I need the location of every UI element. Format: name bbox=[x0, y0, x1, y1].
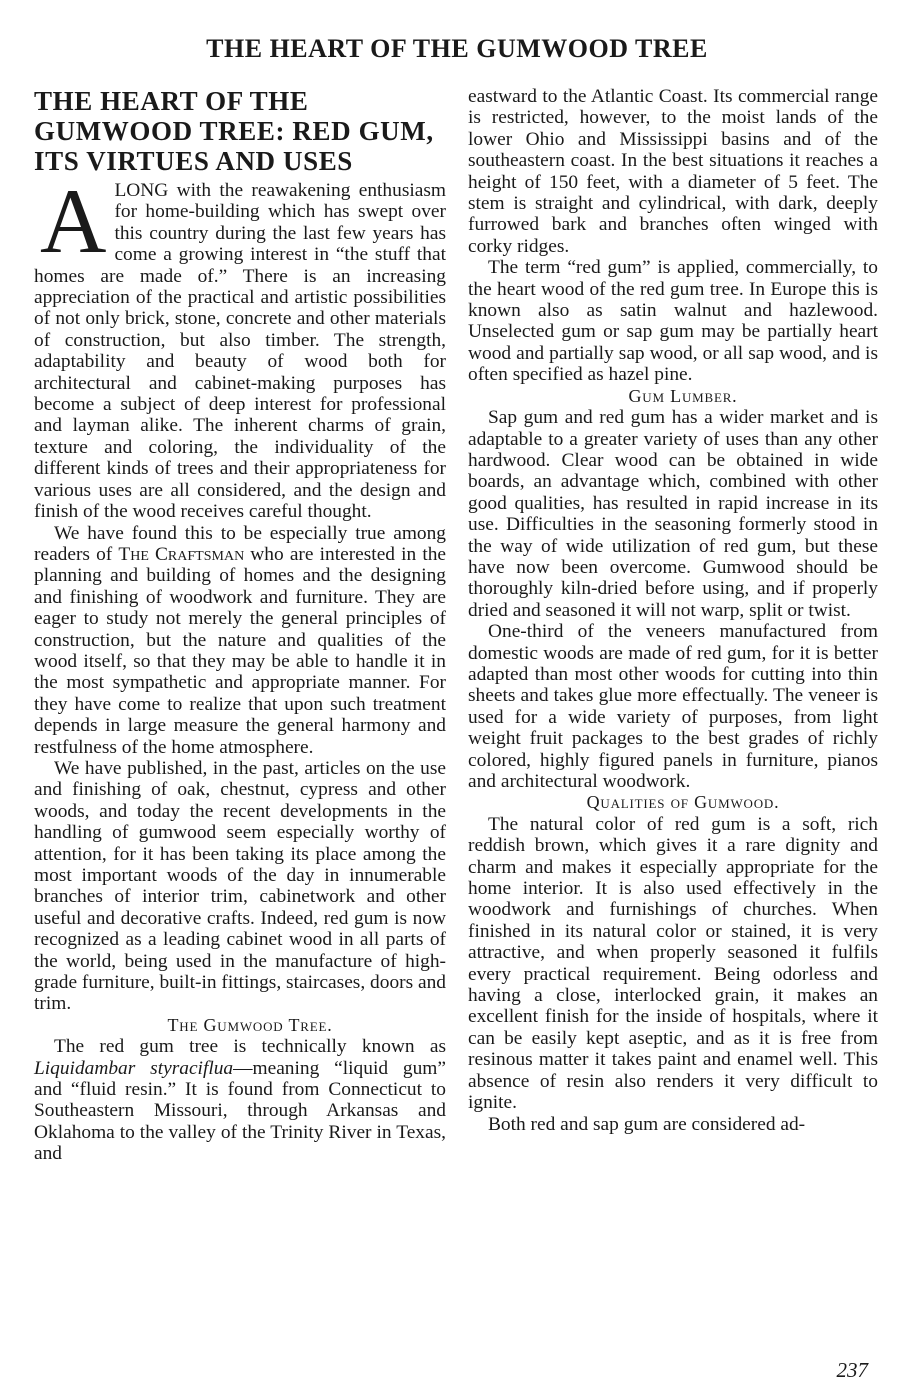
paragraph-text: We have found this to be especially true among readers of bbox=[34, 522, 446, 565]
paragraph bbox=[34, 1036, 446, 1164]
paragraph: One-third of the veneers manufactured from domestic woods are made of red gum, for it is better adapted than most other woods for cutting into thin sheets and takes glue more effectually. The veneer is used for a wide variety of purposes, from light weight fruit packages to the best grades of richly colored, highly figured panels in furniture, pianos and architectural woodwork. bbox=[468, 621, 878, 792]
paragraph-text: The red gum tree is technically known as bbox=[54, 1036, 446, 1058]
paragraph-text: who are interested in the planning and building of homes and the designing and finishing of woodwork and furniture. They are eager to study not merely the general principles of construction, but the nature and qualities of the wood itself, so that they may be able to handle it in the most sympathetic and appropriate manner. For they have come to realize that upon such treatment depends in large measure the general harmony and restfulness of the home atmosphere. bbox=[34, 543, 447, 758]
paragraph-text: —meaning “liquid gum” and “fluid resin.” It is found from Connecticut to Southeastern Missouri, through Arkansas and Oklahoma to the valley of the Trinity River in Texas, and bbox=[34, 1057, 446, 1165]
left-column bbox=[34, 86, 446, 1165]
section-heading: Qualities of Gumwood. bbox=[586, 792, 780, 813]
article-title: THE HEART OF THE GUMWOOD TREE: RED GUM, ITS VIRTUES AND USES bbox=[34, 86, 434, 176]
paragraph: We have published, in the past, articles on the use and finishing of oak, chestnut, cypress and other woods, and today the recent developments in the handling of gumwood seem especially worthy of attention, for it has been taking its place among the most important woods of the day in innumerable branches of interior trim, cabinetwork and other useful and decorative crafts. Indeed, red gum is now recognized as a leading cabinet wood in all parts of the world, being used in the manufacture of high-grade furniture, built-in fittings, staircases, doors and trim. bbox=[34, 757, 446, 1015]
paragraph: The natural color of red gum is a soft, rich reddish brown, which gives it a rare dignity and charm and makes it especially appropriate for the home interior. It is also used effectively in the woodwork and furnishings of churches. When finished in its natural color or stained, it is very attractive, and when properly seasoned it fulfils every practical requirement. Being odorless and having a close, interlocked grain, it makes an excellent finish for the inside of hospitals, where it can be easily kept aseptic, and as it is free from resinous matter it takes paint and enamel well. This absence of resin also renders it very difficult to ignite. bbox=[468, 813, 878, 1114]
paragraph: eastward to the Atlantic Coast. Its commercial range is restricted, however, to the moist lands of the lower Ohio and Mississippi basins and of the southeastern coast. In the best situations it reaches a height of 150 feet, with a diameter of 5 feet. The stem is straight and cylindrical, with dark, deeply furrowed bark and branches often winged with corky ridges. bbox=[468, 86, 878, 257]
page-number: 237 bbox=[836, 1358, 868, 1382]
paragraph bbox=[34, 170, 446, 523]
right-column bbox=[468, 86, 878, 1135]
section-heading: Gum Lumber. bbox=[628, 385, 738, 406]
paragraph: Both red and sap gum are considered ad- bbox=[488, 1113, 806, 1135]
paragraph bbox=[34, 523, 446, 758]
section-heading: The Gumwood Tree. bbox=[167, 1014, 333, 1035]
paragraph: Sap gum and red gum has a wider market and is adaptable to a greater variety of uses than any other hardwood. Clear wood can be obtained in wide boards, an advantage which, combined with other good qualities, has resulted in rapid increase in its use. Difficulties in the seasoning formerly stood in the way of wide utilization of red gum, but these have now been overcome. Gumwood should be thoroughly kiln-dried before using, and if properly dried and seasoned it will not warp, split or twist. bbox=[468, 407, 878, 621]
latin-name: Liquidambar styraciflua bbox=[34, 1057, 234, 1079]
drop-cap: A bbox=[40, 170, 107, 272]
running-head: THE HEART OF THE GUMWOOD TREE bbox=[206, 34, 708, 63]
paragraph-text: LONG with the reawakening enthusiasm for home-building which has swept over this country during the last few years has come a growing interest in “the stuff that homes are made of.” There is an increasing appreciation of the practical and artistic possibilities of not only brick, stone, concrete and other materials of construction, but also timber. The strength, adaptability and beauty of wood both for architectural and cabinet-making purposes has become a subject of deep interest for professional and layman alike. The inherent charms of grain, texture and coloring, the individuality of the different kinds of trees and their appropriateness for various uses are all considered, and the design and finish of the wood receives careful thought. bbox=[34, 180, 446, 523]
magazine-name: The Craftsman bbox=[118, 543, 245, 565]
paragraph: The term “red gum” is applied, commercially, to the heart wood of the red gum tree. In Europe this is known also as satin walnut and hazlewood. Unselected gum or sap gum may be partially heart wood and partially sap wood, or all sap wood, and is often specified as hazel pine. bbox=[468, 257, 878, 386]
